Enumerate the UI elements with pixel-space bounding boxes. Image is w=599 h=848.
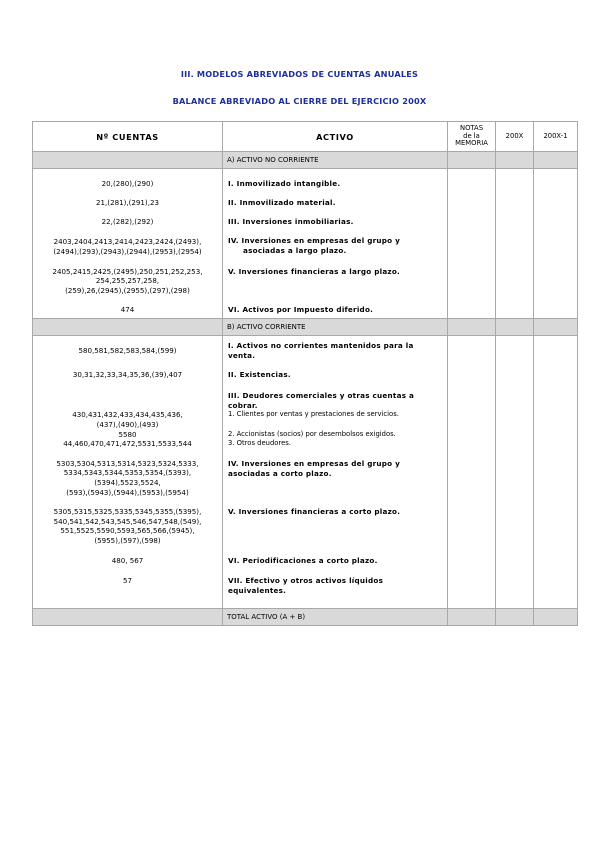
- balance-table: [32, 121, 578, 626]
- total-prev-cell: [534, 609, 578, 626]
- section-a-label: A) ACTIVO NO CORRIENTE: [223, 152, 448, 169]
- asset-item: I. Inmovilizado intangible.: [228, 179, 341, 188]
- section-a-accounts-cell: [33, 169, 223, 319]
- document-subtitle: BALANCE ABREVIADO AL CIERRE DEL EJERCICIO 200X: [172, 96, 427, 106]
- section-a-year-cell: [496, 152, 534, 169]
- account-line: 480, 567: [111, 556, 144, 565]
- header-notas: [448, 122, 496, 152]
- asset-item: VI. Periodificaciones a corto plazo.: [228, 556, 378, 565]
- account-line: 21,(281),(291),23: [96, 198, 159, 207]
- asset-item: cobrar.: [228, 401, 258, 410]
- asset-subitem: 1. Clientes por ventas y prestaciones de servicios.: [228, 410, 399, 418]
- section-b-row: [33, 319, 578, 336]
- total-row: [33, 609, 578, 626]
- asset-item: II. Existencias.: [228, 370, 291, 379]
- account-line: 551,5525,5590,5593,565,566,(5945),: [60, 526, 195, 535]
- section-a-notas-cell: [448, 152, 496, 169]
- asset-item: VI. Activos por Impuesto diferido.: [228, 305, 374, 314]
- total-cuentas-cell: [33, 609, 223, 626]
- account-line: 5303,5304,5313,5314,5323,5324,5333,: [56, 459, 199, 468]
- total-year-cell: [496, 609, 534, 626]
- asset-subitem: 3. Otros deudores.: [228, 439, 291, 447]
- asset-item: IV. Inversiones en empresas del grupo y: [228, 236, 401, 245]
- account-line: 20,(280),(290): [101, 179, 154, 188]
- account-line: 540,541,542,543,545,546,547,548,(549),: [53, 517, 202, 526]
- account-line: 30,31,32,33,34,35,36,(39),407: [72, 370, 183, 379]
- section-b-year-cell: [496, 319, 534, 336]
- asset-item: V. Inversiones financieras a corto plazo.: [228, 507, 401, 516]
- total-notas-cell: [448, 609, 496, 626]
- section-b-notas-body: [448, 336, 496, 609]
- account-line: 5334,5343,5344,5353,5354,(5393),: [63, 468, 192, 477]
- asset-item: asociadas a corto plazo.: [228, 469, 332, 478]
- section-a-year-body: [496, 169, 534, 319]
- asset-item: III. Inversiones inmobiliarias.: [228, 217, 354, 226]
- account-line: 57: [122, 576, 133, 585]
- asset-item: IV. Inversiones en empresas del grupo y: [228, 459, 401, 468]
- account-line: (5394),5523,5524,: [94, 478, 161, 487]
- asset-item: venta.: [228, 351, 256, 360]
- account-line: 2403,2404,2413,2414,2423,2424,(2493),: [53, 237, 202, 246]
- table-header-row: [33, 122, 578, 152]
- account-line: 2405,2415,2425,(2495),250,251,252,253,: [52, 267, 203, 276]
- section-b-label: B) ACTIVO CORRIENTE: [223, 319, 448, 336]
- asset-item: III. Deudores comerciales y otras cuentas a: [228, 391, 415, 400]
- section-a-row: [33, 152, 578, 169]
- section-b-body-row: [33, 336, 578, 609]
- section-b-cuentas-cell: [33, 319, 223, 336]
- header-prev-year: 200X-1: [534, 122, 578, 152]
- header-year: 200X: [496, 122, 534, 152]
- asset-item: VII. Efectivo y otros activos líquidos: [228, 576, 384, 585]
- section-b-prev-cell: [534, 319, 578, 336]
- section-a-items-cell: [223, 169, 448, 319]
- account-line: (2494),(293),(2943),(2944),(2953),(2954): [53, 247, 202, 256]
- account-line: (593),(5943),(5944),(5953),(5954): [66, 488, 189, 497]
- section-b-notas-cell: [448, 319, 496, 336]
- asset-item: equivalentes.: [228, 586, 287, 595]
- account-line: 430,431,432,433,434,435,436,: [72, 410, 183, 419]
- header-notas-line: MEMORIA: [455, 139, 488, 148]
- asset-item: V. Inversiones financieras a largo plazo.: [228, 267, 401, 276]
- section-b-year-body: [496, 336, 534, 609]
- account-line: (259),26,(2945),(2955),(297),(298): [65, 286, 190, 295]
- account-line: 254,255,257,258,: [95, 276, 160, 285]
- total-label: TOTAL ACTIVO (A + B): [223, 609, 448, 626]
- header-cuentas: Nº CUENTAS: [33, 122, 223, 152]
- header-activo: ACTIVO: [223, 122, 448, 152]
- account-line: 580,581,582,583,584,(599): [78, 346, 177, 355]
- asset-subitem: 2. Accionistas (socios) por desembolsos exigidos.: [228, 430, 396, 438]
- section-b-accounts-cell: [33, 336, 223, 609]
- section-b-prev-body: [534, 336, 578, 609]
- section-a-prev-body: [534, 169, 578, 319]
- asset-item: asociadas a largo plazo.: [243, 246, 347, 255]
- section-a-prev-cell: [534, 152, 578, 169]
- header-notas-line: NOTAS: [459, 123, 484, 132]
- document-title: III. MODELOS ABREVIADOS DE CUENTAS ANUALES: [180, 69, 419, 79]
- section-a-notas-body: [448, 169, 496, 319]
- section-a-cuentas-cell: [33, 152, 223, 169]
- account-line: (5955),(597),(598): [94, 536, 161, 545]
- account-line: 44,460,470,471,472,5531,5533,544: [63, 439, 192, 448]
- section-a-body-row: [33, 169, 578, 319]
- asset-item: II. Inmovilizado material.: [228, 198, 336, 207]
- account-line: (437),(490),(493): [96, 420, 159, 429]
- account-line: 5305,5315,5325,5335,5345,5355,(5395),: [53, 507, 202, 516]
- asset-item: I. Activos no corrientes mantenidos para la: [228, 341, 414, 350]
- section-b-items-cell: [223, 336, 448, 609]
- account-line: 22,(282),(292): [101, 217, 154, 226]
- account-line: 474: [120, 305, 135, 314]
- header-notas-line: de la: [463, 131, 480, 140]
- account-line: 5580: [118, 430, 137, 439]
